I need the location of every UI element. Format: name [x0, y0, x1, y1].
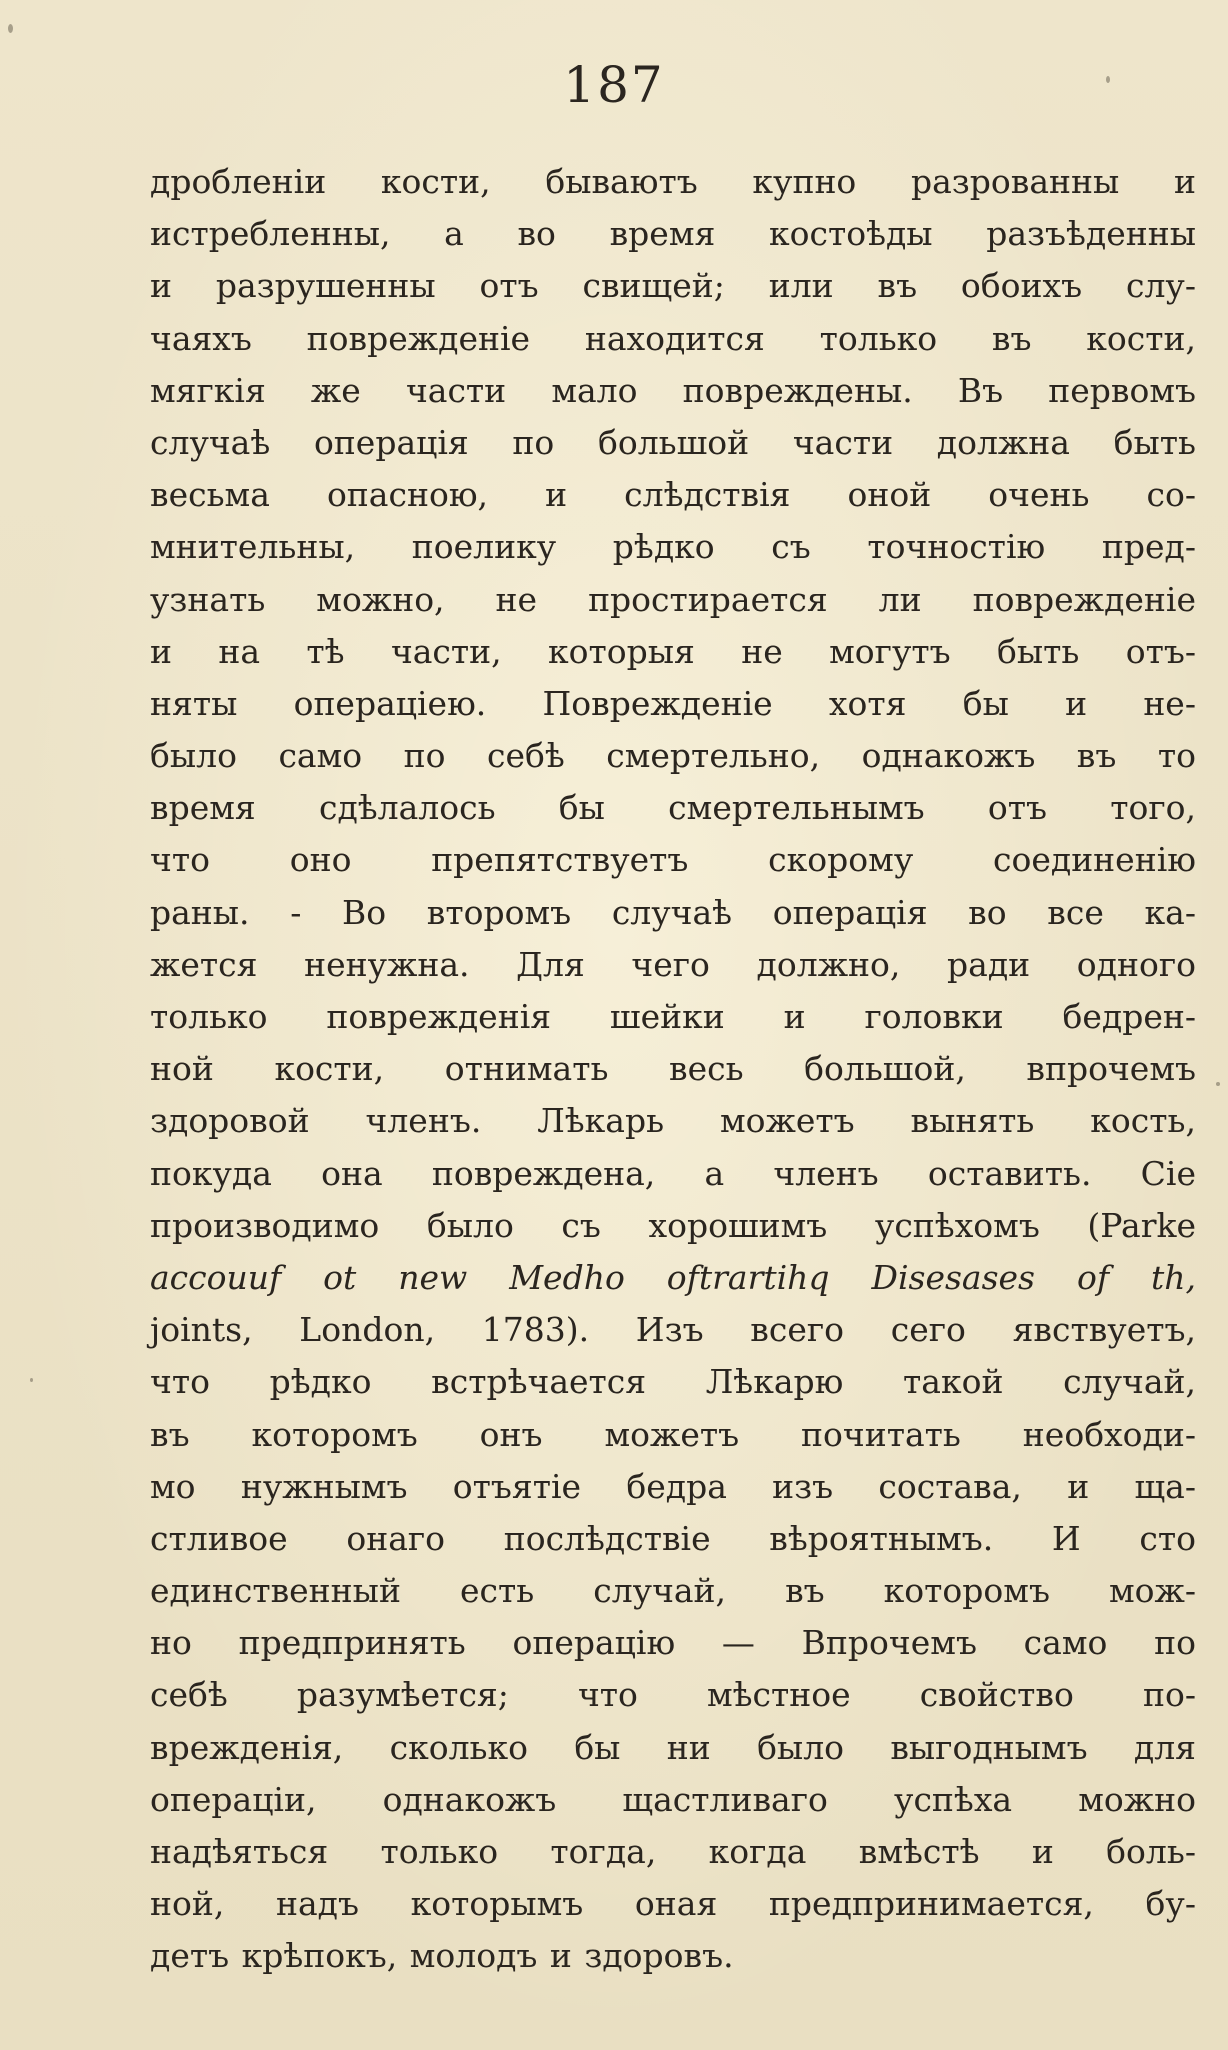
text-line: joints, London, 1783). Изъ всего сего явствуетъ, — [150, 1310, 1196, 1350]
text-line: производимо было съ хорошимъ успѣхомъ (Parke — [150, 1205, 1196, 1245]
text-line: жется ненужна. Для чего должно, ради одного — [150, 944, 1196, 984]
text-line: стливое онаго послѣдствіе вѣроятнымъ. И сто — [150, 1518, 1196, 1558]
text-line: няты операціею. Поврежденіе хотя бы и не- — [150, 683, 1196, 723]
text-line: здоровой членъ. Лѣкарь можетъ вынять кость, — [150, 1101, 1196, 1141]
citation-line: accouuf ot new Medho oftrartihq Disesases of th, — [150, 1257, 1196, 1297]
text-line: раны. - Во второмъ случаѣ операція во все ка- — [150, 892, 1196, 932]
text-line: было само по себѣ смертельно, однакожъ въ то — [150, 736, 1196, 776]
text-line: только поврежденія шейки и головки бедрен- — [150, 997, 1196, 1036]
text-line: и на тѣ части, которыя не могутъ быть отъ- — [150, 631, 1196, 671]
text-line: случаѣ операція по большой части должна быть — [150, 422, 1196, 462]
text-line: мнительны, поелику рѣдко съ точностію пред- — [150, 527, 1196, 567]
text-line: операціи, однакожъ щастливаго успѣха можно — [150, 1779, 1196, 1819]
text-line: ной, надъ которымъ оная предпринимается, бу- — [150, 1884, 1196, 1924]
text-line: что рѣдко встрѣчается Лѣкарю такой случай, — [150, 1362, 1196, 1402]
text-line: себѣ разумѣется; что мѣстное свойство по- — [150, 1675, 1196, 1715]
text-line: чаяхъ поврежденіе находится только въ кости, — [150, 318, 1196, 358]
text-line-last: детъ крѣпокъ, молодъ и здоровъ. — [150, 1936, 734, 1976]
text-line: надѣяться только тогда, когда вмѣстѣ и боль- — [150, 1832, 1196, 1871]
text-line: время сдѣлалось бы смертельнымъ отъ того, — [150, 788, 1196, 828]
text-line: и разрушенны отъ свищей; или въ обоихъ слу- — [150, 266, 1196, 306]
text-line: что оно препятствуетъ скорому соединенію — [150, 840, 1196, 880]
text-line: мягкія же части мало повреждены. Въ первомъ — [150, 370, 1196, 410]
body-text — [150, 156, 1196, 1983]
text-line: ной кости, отнимать весь большой, впрочемъ — [150, 1049, 1196, 1089]
text-line: узнать можно, не простирается ли поврежденіе — [150, 579, 1196, 619]
text-line: единственный есть случай, въ которомъ мож- — [150, 1571, 1196, 1611]
text-line: весьма опасною, и слѣдствія оной очень со- — [150, 475, 1196, 515]
page-number: 187 — [563, 56, 665, 114]
text-line: въ которомъ онъ можетъ почитать необходи- — [150, 1414, 1196, 1454]
paper-speck — [30, 1378, 33, 1382]
paper-speck — [8, 24, 13, 33]
text-line: истребленны, а во время костоѣды разъѣденны — [150, 214, 1196, 254]
text-line: но предпринять операцію — Впрочемъ само по — [150, 1623, 1196, 1663]
paper-speck — [1216, 1082, 1220, 1086]
text-line: мо нужнымъ отъятіе бедра изъ состава, и ща- — [150, 1466, 1196, 1506]
text-line: врежденія, сколько бы ни было выгоднымъ для — [150, 1727, 1196, 1767]
text-line: покуда она повреждена, а членъ оставить. Сіе — [150, 1153, 1196, 1193]
text-line: дробленіи кости, бываютъ купно разрованны и — [150, 162, 1196, 201]
